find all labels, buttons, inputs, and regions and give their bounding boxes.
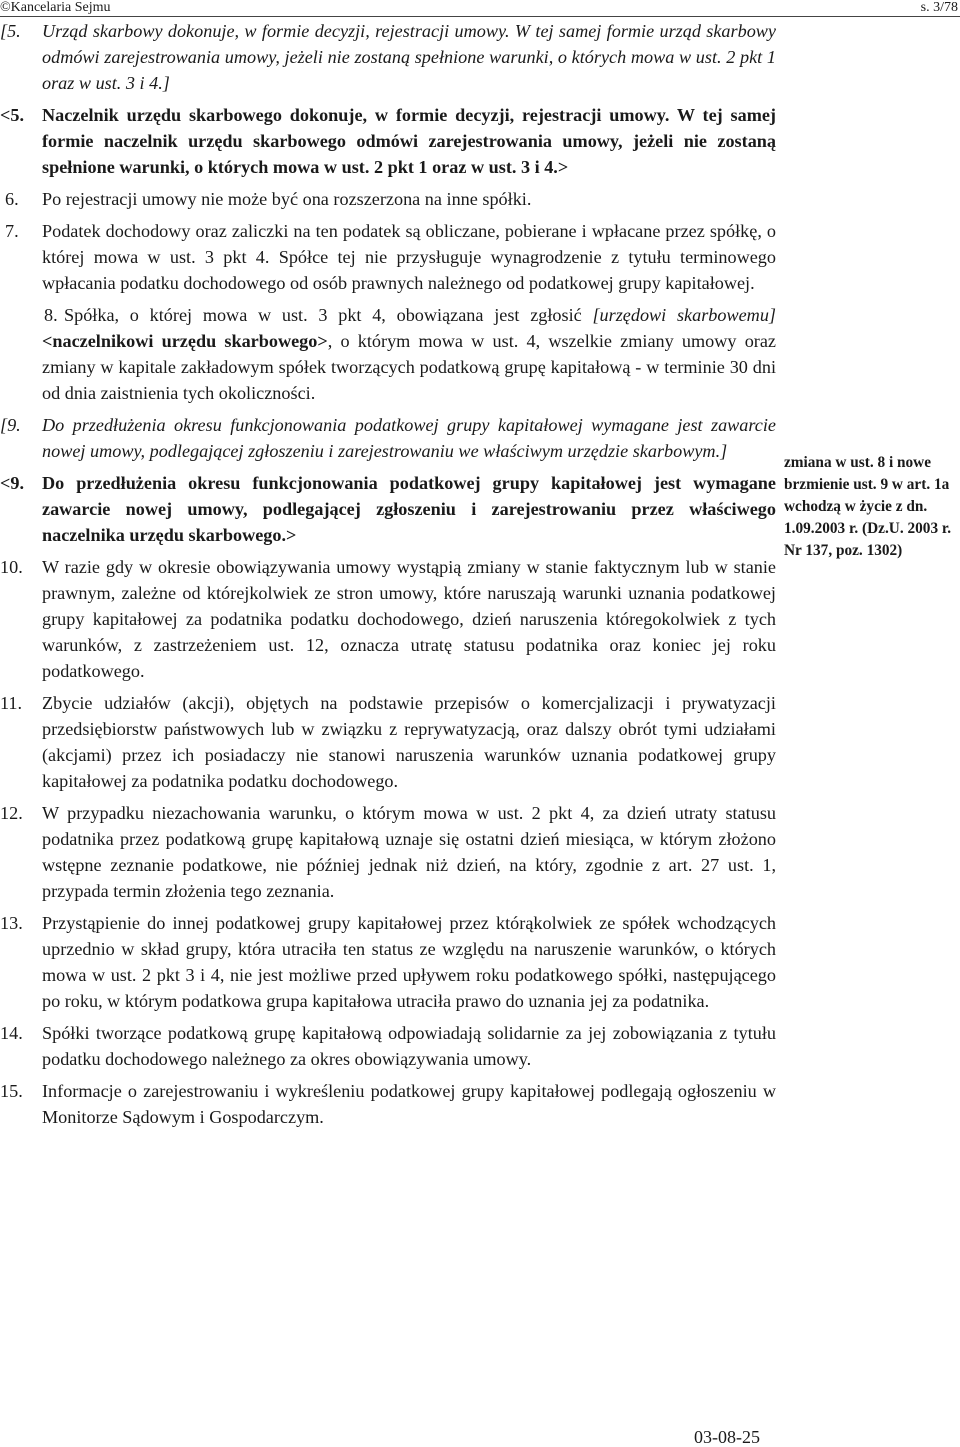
paragraph-number: <9. [0, 473, 25, 493]
paragraph-number: 15. [0, 1081, 23, 1101]
paragraph-6 [0, 186, 776, 212]
paragraph-number: [5. [0, 21, 21, 41]
paragraph-text: Naczelnik urzędu skarbowego dokonuje, w formie decyzji, rejestracji umowy. W tej samej formie naczelnik urzędu skarbowego odmówi zarejestrowania umowy, jeżeli nie zostaną spełnione warunki, o których mowa w ust. 2 pkt 1 oraz w ust. 3 i 4.> [42, 105, 776, 177]
footer-date: 03-08-25 [694, 1427, 760, 1447]
paragraph-10 [0, 554, 776, 684]
paragraph-number: 13. [0, 913, 23, 933]
header-publisher: ©Kancelaria Sejmu [0, 0, 111, 15]
paragraph-text: Po rejestracji umowy nie może być ona rozszerzona na inne spółki. [42, 189, 532, 209]
paragraph-number: 14. [0, 1023, 23, 1043]
paragraph-11 [0, 690, 776, 794]
paragraph-text-a: Spółka, o której mowa w ust. 3 pkt 4, obowiązana jest zgłosić [64, 305, 593, 325]
amendment-margin-note: zmiana w ust. 8 i nowe brzmienie ust. 9 w art. 1a wchodzą w życie z dn. 1.09.2003 r. (Dz.U. 2003 r. Nr 137, poz. 1302) [784, 454, 952, 559]
paragraph-text: Spółki tworzące podatkową grupę kapitałową odpowiadają solidarnie za jej zobowiązania z tytułu podatku dochodowego należnego za okres obowiązywania umowy. [42, 1023, 776, 1069]
paragraph-number: <5. [0, 105, 25, 125]
paragraph-number: 6. [5, 189, 19, 209]
paragraph-7 [0, 218, 776, 296]
paragraph-number: [9. [0, 415, 21, 435]
paragraph-text: Do przedłużenia okresu funkcjonowania podatkowej grupy kapitałowej wymagane jest zawarcie nowej umowy, podlegającej zgłoszeniu i zarejestrowaniu we właściwym urzędzie skarbowym.] [42, 415, 776, 461]
paragraph-text: W przypadku niezachowania warunku, o którym mowa w ust. 2 pkt 4, za dzień utraty statusu podatnika przez podatkową grupę kapitałową uznaje się ostatni dzień miesiąca, w którym złożono wstępne zeznanie podatkowe, nie później jednak niż dzień, na który, zgodnie z art. 27 ust. 1, przypada termin złożenia tego zeznania. [42, 803, 776, 901]
paragraph-text: Urząd skarbowy dokonuje, w formie decyzji, rejestracji umowy. W tej samej formie urząd skarbowy odmówi zarejestrowania umowy, jeżeli nie zostaną spełnione warunki, o których mowa w ust. 2 pkt 1 oraz w ust. 3 i 4.] [42, 21, 776, 93]
paragraph-14 [0, 1020, 776, 1072]
paragraph-text: W razie gdy w okresie obowiązywania umowy wystąpią zmiany w stanie faktycznym lub w stanie prawnym, zależne od którejkolwiek ze stron umowy, które naruszają warunki uznania podatkowej grupy kapitałowej za podatnika podatku dochodowego, dzień naruszenia któregokolwiek z tych warunków, z zastrzeżeniem ust. 12, oznacza utratę statusu podatnika oraz koniec jej roku podatkowego. [42, 557, 776, 681]
paragraph-8 [0, 302, 776, 406]
paragraph-text-old: [urzędowi skarbowemu] [592, 305, 776, 325]
header-page-number: s. 3/78 [920, 0, 958, 15]
paragraph-text: Przystąpienie do innej podatkowej grupy kapitałowej przez którąkolwiek ze spółek wchodzących uprzednio w skład grupy, która utraciła ten status ze względu na naruszenie warunków, o których mowa w ust. 2 pkt 3 i 4, nie jest możliwe przed upływem roku podatkowego spółki, następującego po roku, w którym podatkowa grupa kapitałowa utraciła prawo do uznania jej za podatnika. [42, 913, 776, 1011]
paragraph-text-new: <naczelnikowi urzędu skarbowego> [42, 331, 328, 351]
paragraph-12 [0, 800, 776, 904]
paragraph-number: 8. [44, 305, 58, 325]
paragraph-number: 11. [0, 693, 23, 713]
header-divider [0, 16, 960, 17]
paragraph-text: Do przedłużenia okresu funkcjonowania podatkowej grupy kapitałowej jest wymagane zawarcie nowej umowy, podlegającej zgłoszeniu i zarejestrowaniu przez właściwego naczelnika urzędu skarbowego.> [42, 473, 776, 545]
paragraph-text: Zbycie udziałów (akcji), objętych na podstawie przepisów o komercjalizacji i prywatyzacji przedsiębiorstw państwowych lub w związku z reprywatyzacją, oraz dalszy obrót tymi udziałami (akcjami) przez ich posiadaczy nie stanowi naruszenia warunków uznania podatkowej grupy kapitałowej za podatnika podatku dochodowego. [42, 693, 776, 791]
paragraph-text-c: , o którym mowa w ust. 4, wszelkie zmiany umowy oraz zmiany w kapitale zakładowym spółek tworzących podatkową grupę kapitałową - w terminie 30 dni od dnia zaistnienia tych okoliczności. [42, 331, 776, 403]
paragraph-13 [0, 910, 776, 1014]
paragraph-15 [0, 1078, 776, 1130]
paragraph-9-new [0, 470, 776, 548]
paragraph-5-new [0, 102, 776, 180]
paragraph-text: Podatek dochodowy oraz zaliczki na ten podatek są obliczane, pobierane i wpłacane przez spółkę, o której mowa w ust. 3 pkt 4. Spółce tej nie przysługuje wynagrodzenie z tytułu terminowego wpłacania podatku dochodowego od osób prawnych należnego od podatkowej grupy kapitałowej. [42, 221, 776, 293]
document-body [0, 18, 776, 1136]
paragraph-number: 10. [0, 557, 23, 577]
paragraph-5-old [0, 18, 776, 96]
paragraph-text: Informacje o zarejestrowaniu i wykreśleniu podatkowej grupy kapitałowej podlegają ogłoszeniu w Monitorze Sądowym i Gospodarczym. [42, 1081, 776, 1127]
paragraph-number: 7. [5, 221, 19, 241]
paragraph-number: 12. [0, 803, 23, 823]
paragraph-9-old [0, 412, 776, 464]
